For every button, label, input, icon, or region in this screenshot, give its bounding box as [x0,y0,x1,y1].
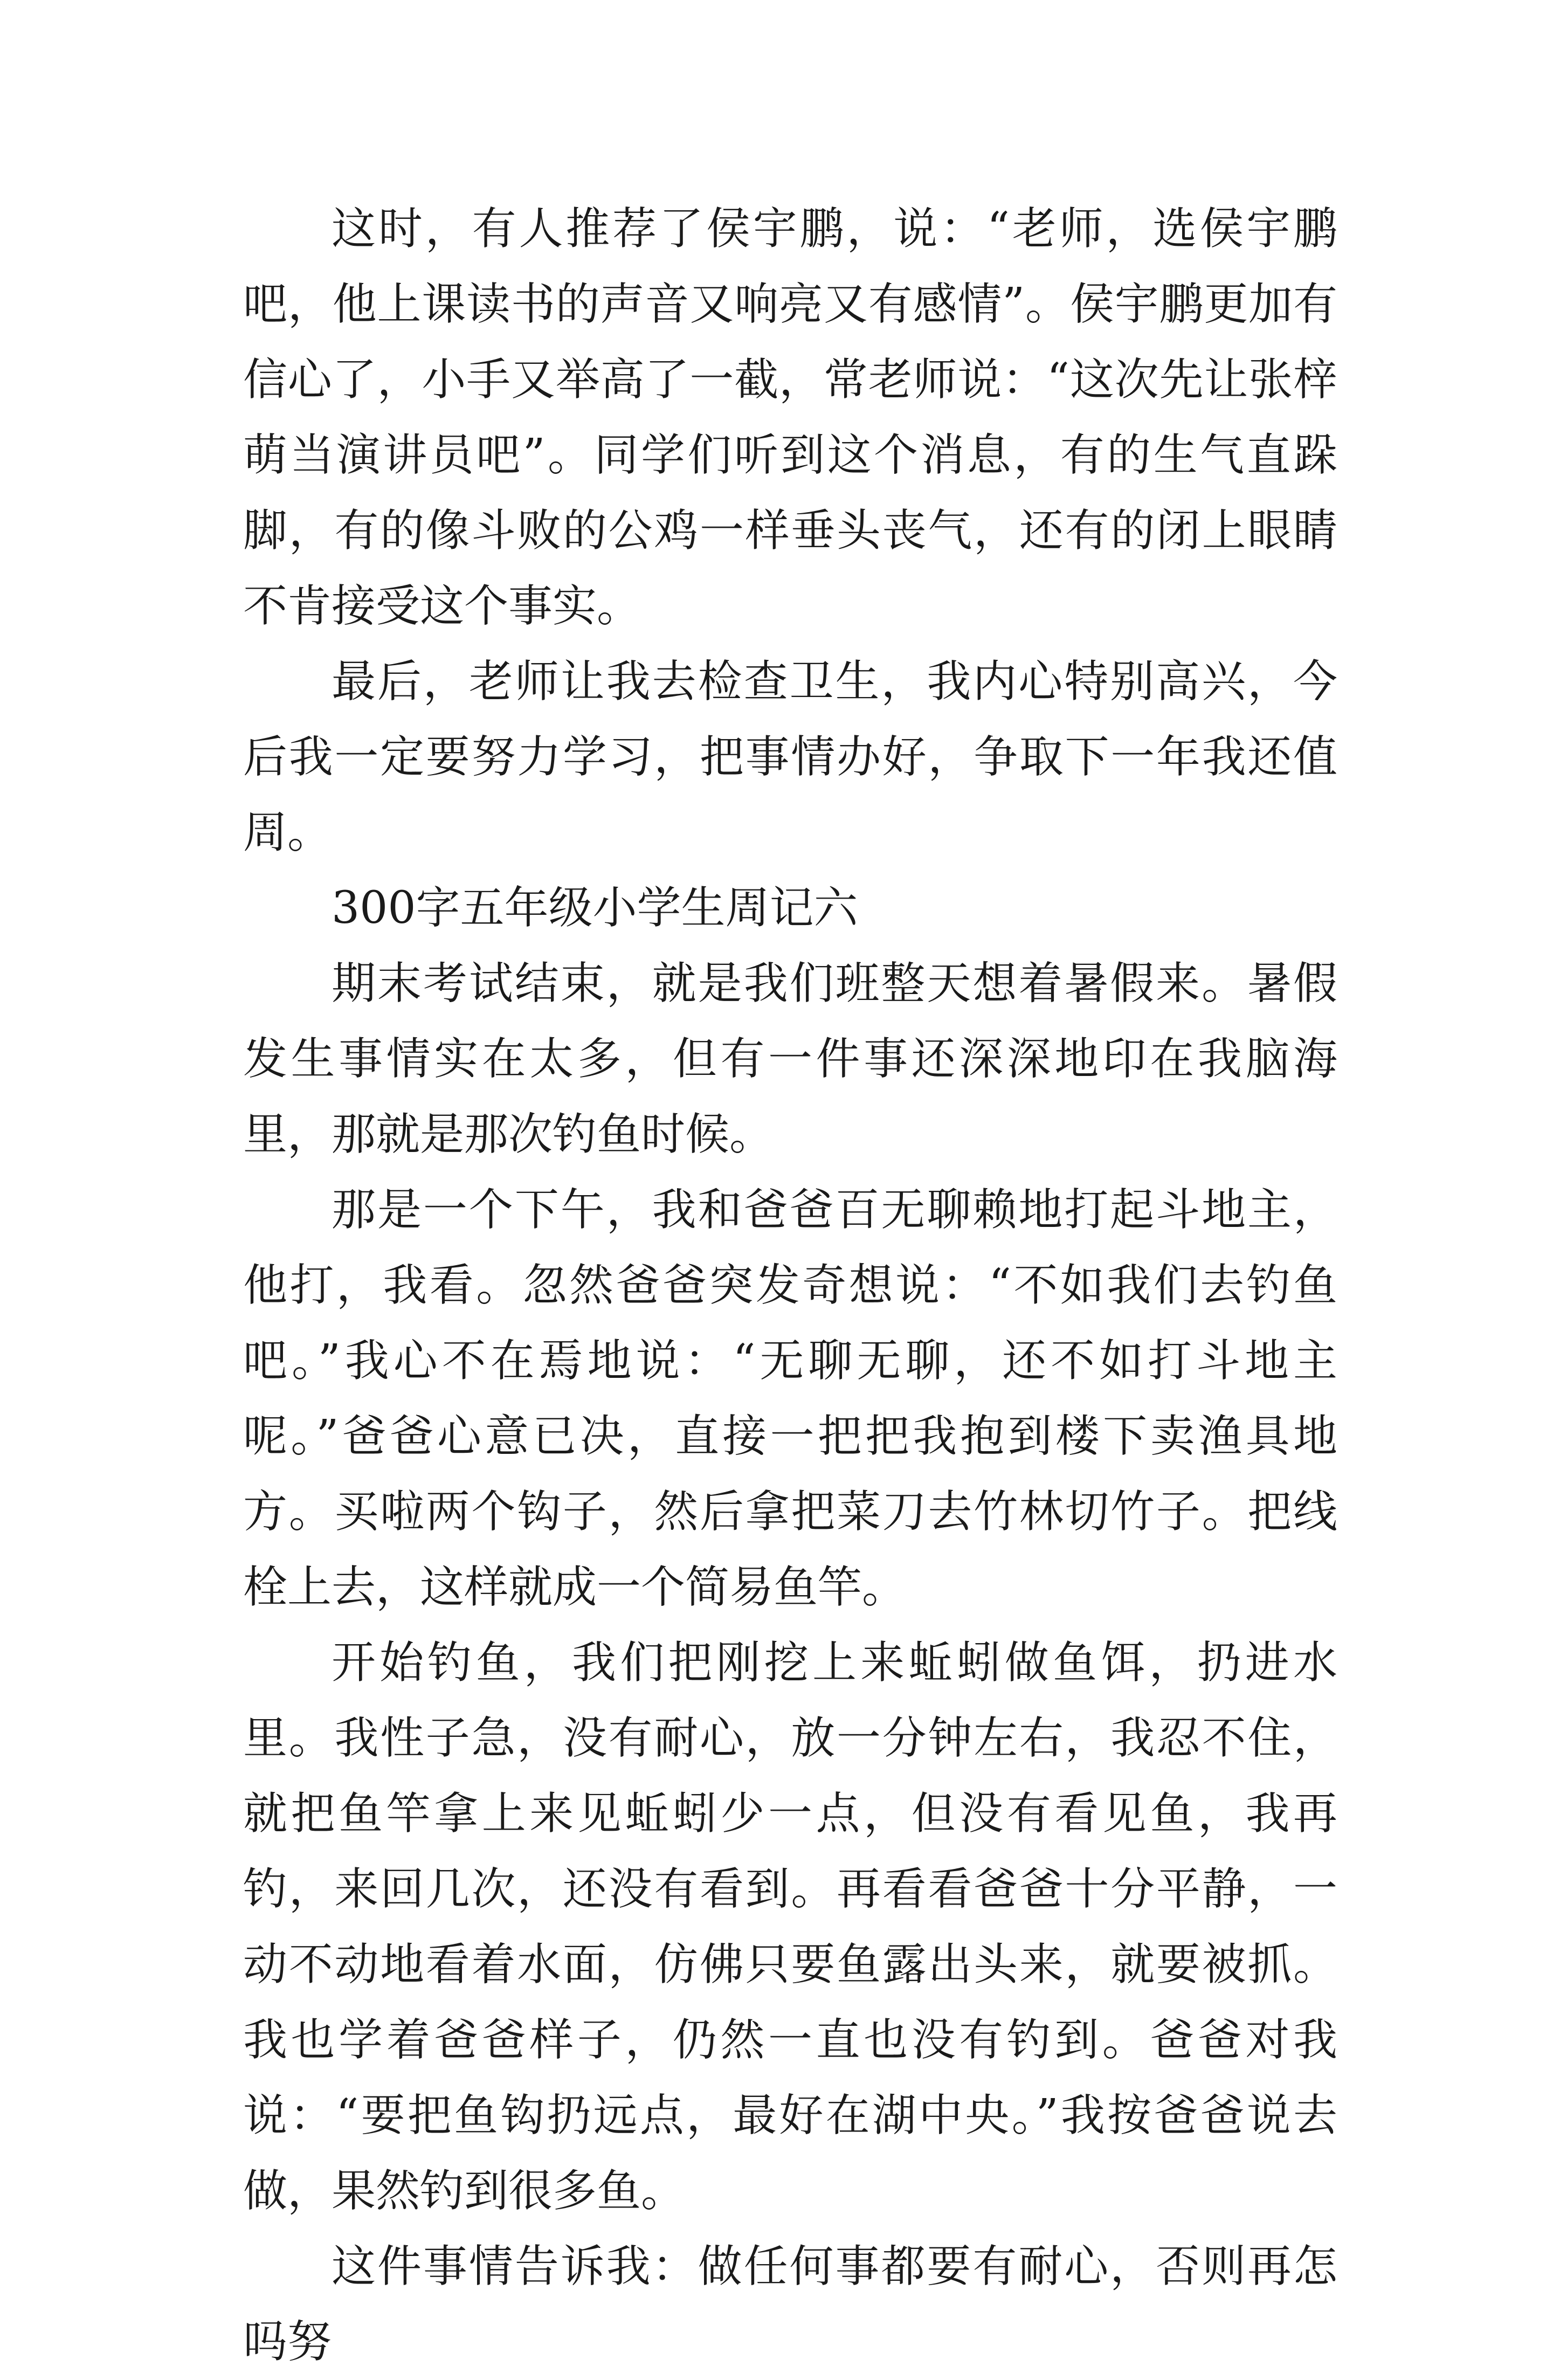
paragraph: 期末考试结束，就是我们班整天想着暑假来。暑假发生事情实在太多，但有一件事还深深地印在我脑海里，那就是那次钓鱼时候。 [243,958,1337,1160]
paragraph: 那是一个下午，我和爸爸百无聊赖地打起斗地主，他打，我看。忽然爸爸突发奇想说：“不如我们去钓鱼吧。”我心不在焉地说：“无聊无聊，还不如打斗地主呢。”爸爸心意已决，直接一把把我抱到楼下卖渔具地方。买啦两个钩子，然后拿把菜刀去竹林切竹子。把线栓上去，这样就成一个简易鱼竿。 [243,1184,1337,1613]
paragraph: 这时，有人推荐了侯宇鹏，说：“老师，选侯宇鹏吧，他上课读书的声音又响亮又有感情”。侯宇鹏更加有信心了，小手又举高了一截，常老师说：“这次先让张梓萌当演讲员吧”。同学们听到这个消息，有的生气直跺脚，有的像斗败的公鸡一样垂头丧气，还有的闭上眼睛不肯接受这个事实。 [243,203,1337,632]
paragraph: 最后，老师让我去检查卫生，我内心特别高兴，今后我一定要努力学习，把事情办好，争取下一年我还值周。 [243,656,1337,858]
section-heading: 300字五年级小学生周记六 [332,882,858,934]
paragraph: 开始钓鱼，我们把刚挖上来蚯蚓做鱼饵，扔进水里。我性子急，没有耐心，放一分钟左右，我忍不住，就把鱼竿拿上来见蚯蚓少一点，但没有看见鱼，我再钓，来回几次，还没有看到。再看看爸爸十分平静，一动不动地看着水面，仿佛只要鱼露出头来，就要被抓。我也学着爸爸样子，仍然一直也没有钓到。爸爸对我说：“要把鱼钩扔远点，最好在湖中央。”我按爸爸说去做，果然钓到很多鱼。 [243,1637,1337,2217]
document-body [243,191,1337,2380]
paragraph: 这件事情告诉我：做任何事都要有耐心，否则再怎吗努 [243,2241,1337,2368]
